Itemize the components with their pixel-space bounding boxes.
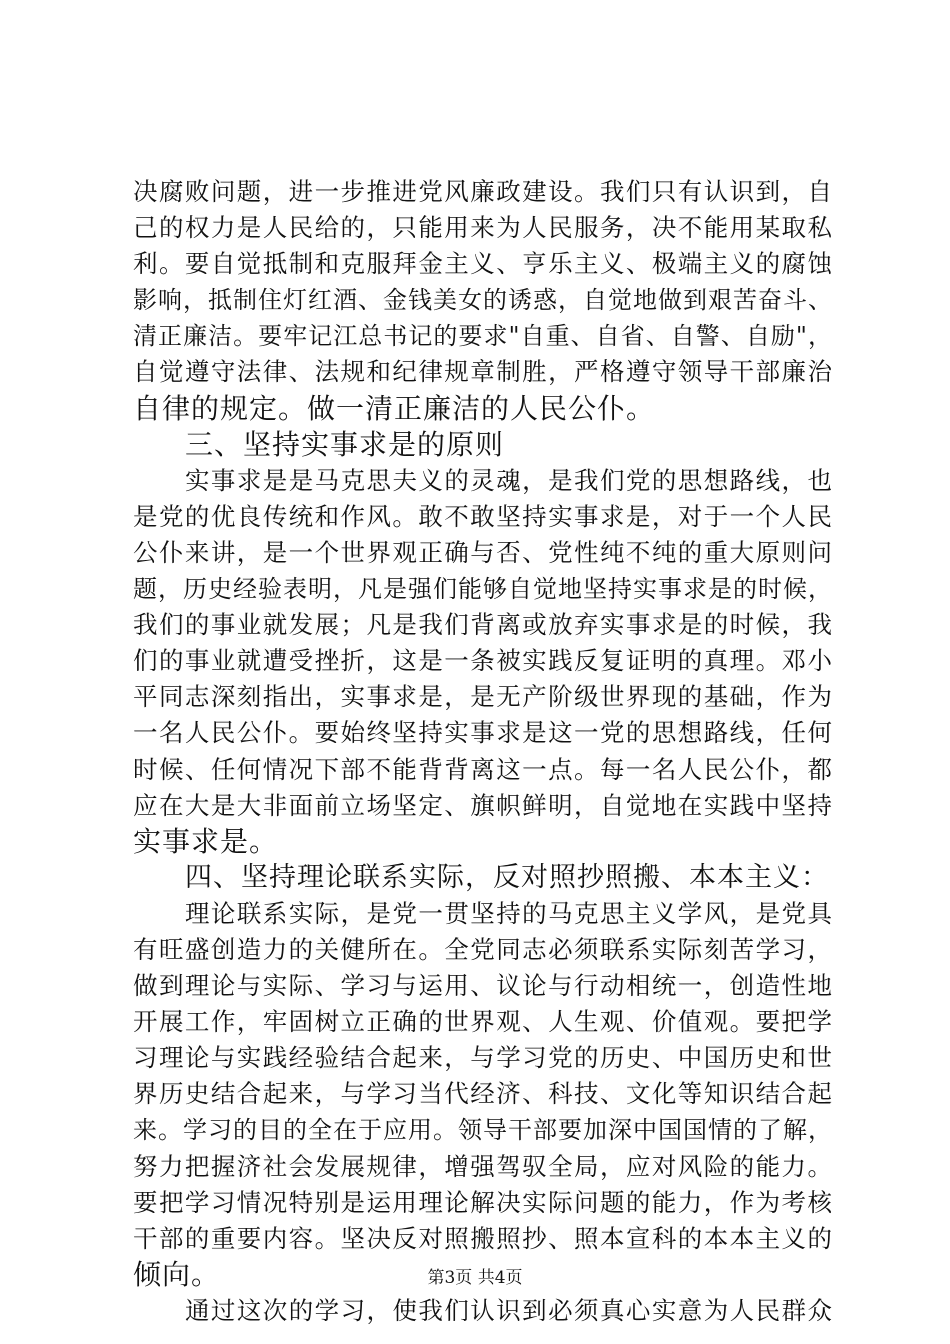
text-line: 倾向。 <box>133 1257 221 1291</box>
text-line: 开展工作，牢固树立正确的世界观、人生观、价值观。要把学 <box>133 1007 833 1037</box>
text-line: 有旺盛创造力的关健所在。全党同志必须联系实际刻苦学习， <box>133 934 833 964</box>
text-line: 平同志深刻指出，实事求是，是无产阶级世界现的基础，作为 <box>133 682 833 712</box>
text-line: 干部的重要内容。坚决反对照搬照抄、照本宣科的本本主义的 <box>133 1223 833 1253</box>
text-line: 公仆来讲，是一个世界观正确与否、党性纯不纯的重大原则问 <box>133 537 833 567</box>
text-line: 努力把握济社会发展规律，增强驾驭全局，应对风险的能力。 <box>133 1151 833 1181</box>
text-line: 题，历史经验表明，凡是强们能够自觉地坚持实事求是的时候， <box>133 575 833 604</box>
text-line: 自觉遵守法律、法规和纪律规章制胜，严格遵守领导干部廉治 <box>133 357 833 387</box>
text-line: 做到理论与实际、学习与运用、议论与行动相统一，创造性地 <box>133 971 833 1001</box>
text-line: 界历史结合起来，与学习当代经济、科技、文化等知识结合起 <box>133 1079 833 1109</box>
text-line: 实事求是。 <box>133 824 279 858</box>
text-line: 四、坚持理论联系实际，反对照抄照搬、本本主义： <box>185 861 829 893</box>
document-body <box>133 174 833 1329</box>
text-line: 要把学习情况特别是运用理论解决实际问题的能力，作为考核 <box>133 1187 833 1217</box>
text-line: 习理论与实践经验结合起来，与学习党的历史、中国历史和世 <box>133 1043 833 1073</box>
page-footer: 第3页 共4页 <box>427 1268 523 1288</box>
text-line: 三、坚持实事求是的原则 <box>185 427 505 461</box>
text-line: 我们的事业就发展；凡是我们背离或放弃实事求是的时候，我 <box>133 610 833 640</box>
text-line: 决腐败问题，进一步推进党风廉政建设。我们只有认识到，自 <box>133 177 833 206</box>
text-line: 时候、任何情况下部不能背背离这一点。每一名人民公仆，都 <box>133 754 833 784</box>
text-line: 来。学习的目的全在于应用。领导干部要加深中国国情的了解， <box>133 1116 833 1145</box>
text-line: 们的事业就遭受挫折，这是一条被实践反复证明的真理。邓小 <box>133 646 833 676</box>
text-line: 实事求是是马克思夫义的灵魂，是我们党的思想路线，也 <box>185 465 833 495</box>
text-line: 清正廉洁。要牢记江总书记的要求"自重、自省、自警、自励"， <box>133 322 833 351</box>
text-line: 利。要自觉抵制和克服拜金主义、亨乐主义、极端主义的腐蚀 <box>133 249 833 279</box>
text-line: 通过这次的学习，使我们认识到必须真心实意为人民群众 <box>185 1295 833 1325</box>
text-line: 自律的规定。做一清正廉洁的人民公仆。 <box>133 391 656 425</box>
text-line: 是党的优良传统和作风。敢不敢坚持实事求是，对于一个人民 <box>133 501 833 531</box>
text-line: 应在大是大非面前立场坚定、旗帜鲜明，自觉地在实践中坚持 <box>133 790 833 820</box>
text-line: 理论联系实际，是党一贯坚持的马克思主义学风，是党具 <box>185 898 833 928</box>
text-line: 一名人民公仆。要始终坚持实事求是这一党的思想路线，任何 <box>133 718 833 748</box>
text-line: 己的权力是人民给的，只能用来为人民服务，决不能用某取私 <box>133 213 833 243</box>
text-line: 影响，抵制住灯红酒、金钱美女的诱惑，自觉地做到艰苦奋斗、 <box>133 286 833 315</box>
